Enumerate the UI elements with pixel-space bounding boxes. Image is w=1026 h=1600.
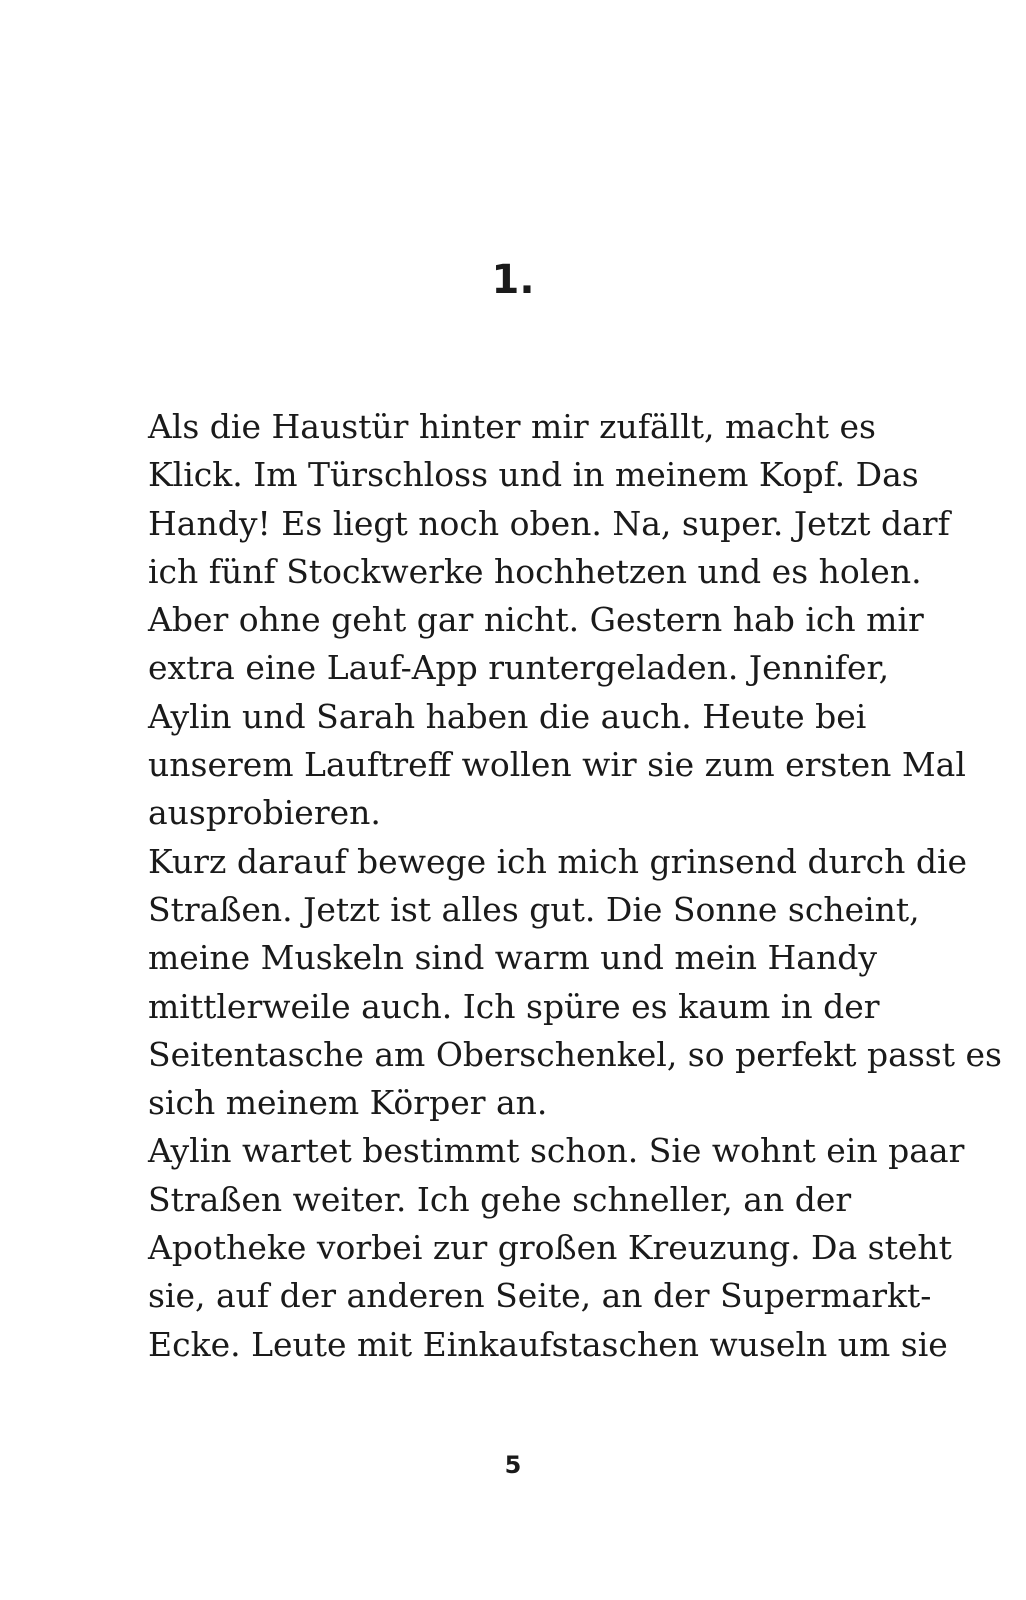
text-line: unserem Lauftreff wollen wir sie zum ersten Mal	[148, 745, 966, 785]
text-line: Kurz darauf bewege ich mich grinsend durch die	[148, 841, 968, 881]
text-line: ausprobieren.	[148, 793, 381, 833]
page-number: 5	[504, 1451, 522, 1479]
text-line: sie, auf der anderen Seite, an der Supermarkt-	[148, 1276, 932, 1316]
text-line: Klick. Im Türschloss und in meinem Kopf. Das	[148, 455, 919, 495]
text-line: meine Muskeln sind warm und mein Handy	[148, 938, 877, 978]
text-line: Seitentasche am Oberschenkel, so perfekt passt es	[148, 1034, 1002, 1074]
text-line: Straßen. Jetzt ist alles gut. Die Sonne scheint,	[148, 889, 920, 929]
text-line: Ecke. Leute mit Einkaufstaschen wuseln um sie	[148, 1324, 948, 1364]
chapter-number: 1.	[491, 257, 535, 303]
text-line: Aylin wartet bestimmt schon. Sie wohnt ein paar	[148, 1131, 965, 1171]
text-line: Als die Haustür hinter mir zufällt, macht es	[148, 407, 876, 446]
text-line: extra eine Lauf-App runtergeladen. Jennifer,	[148, 648, 890, 688]
text-line: Aylin und Sarah haben die auch. Heute bei	[148, 696, 867, 736]
text-line: ich fünf Stockwerke hochhetzen und es holen.	[148, 551, 922, 591]
text-line: mittlerweile auch. Ich spüre es kaum in der	[148, 986, 880, 1026]
text-line: Aber ohne geht gar nicht. Gestern hab ich mir	[148, 600, 924, 640]
text-line: Apotheke vorbei zur großen Kreuzung. Da steht	[148, 1228, 952, 1268]
text-line: Handy! Es liegt noch oben. Na, super. Jetzt darf	[148, 503, 950, 543]
text-line: sich meinem Körper an.	[148, 1083, 548, 1123]
body-paragraph	[148, 403, 1002, 1369]
text-line: Straßen weiter. Ich gehe schneller, an der	[148, 1179, 852, 1219]
